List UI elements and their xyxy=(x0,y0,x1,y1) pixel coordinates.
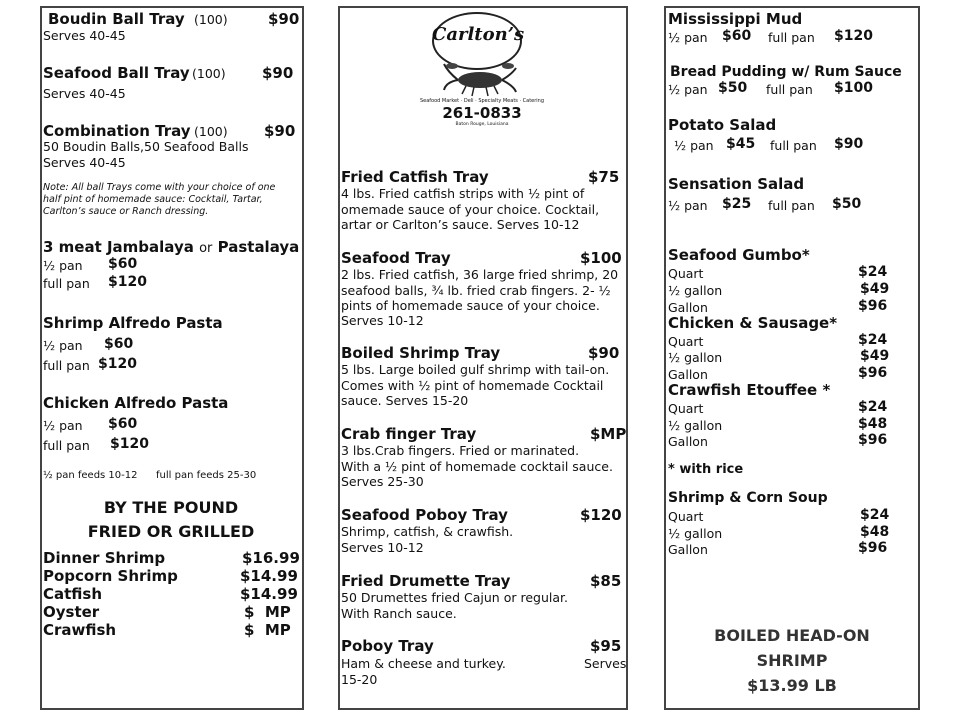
jambalaya-half-price: $60 xyxy=(108,256,138,272)
tray-price: $90 xyxy=(588,344,620,362)
jambalaya-full-price: $120 xyxy=(108,274,147,290)
tray-desc-line: 4 lbs. Fried catfish strips with ½ pint of xyxy=(341,186,585,201)
seafood-ball-tray-serves: Serves 40-45 xyxy=(43,86,126,101)
soup-price: $48 xyxy=(858,416,888,432)
shrimp-alfredo-name: Shrimp Alfredo Pasta xyxy=(43,314,223,332)
pound-item-name: Oyster xyxy=(43,603,100,621)
logo-phone: 261-0833 xyxy=(442,104,522,122)
boudin-tray-price: $90 xyxy=(268,10,300,28)
pound-item-price: $16.99 xyxy=(242,549,300,567)
tray-name: Crab finger Tray xyxy=(341,425,477,443)
soup-name: Crawfish Etouffee * xyxy=(668,381,831,399)
tray-price: $100 xyxy=(580,249,622,267)
pan-item-name: Bread Pudding w/ Rum Sauce xyxy=(670,64,902,80)
menu-panel-right xyxy=(664,6,920,710)
soup-price: $49 xyxy=(860,281,890,297)
soup-price: $48 xyxy=(860,524,890,540)
soup-price: $96 xyxy=(858,432,888,448)
boudin-tray-count: (100) xyxy=(194,12,228,27)
half-pan-feeds: ½ pan feeds 10-12 xyxy=(43,470,138,481)
boiled-shrimp-price: $13.99 LB xyxy=(747,676,837,695)
boudin-tray-serves: Serves 40-45 xyxy=(43,28,126,43)
menu-panel-left xyxy=(40,6,304,710)
soup-price: $49 xyxy=(860,348,890,364)
full-pan-label: full pan xyxy=(770,138,817,153)
tray-desc-line: Serves 25-30 xyxy=(341,474,424,489)
logo-city: Baton Rouge, Louisiana xyxy=(455,122,509,127)
full-pan-price: $100 xyxy=(834,80,873,96)
shrimp-alfredo-full-label: full pan xyxy=(43,358,90,373)
menu-panel-center xyxy=(338,6,628,710)
half-pan-price: $50 xyxy=(718,80,748,96)
tray-serves: Serves xyxy=(584,656,627,671)
soup-price: $24 xyxy=(858,332,888,348)
tray-desc-line: 50 Drumettes fried Cajun or regular. xyxy=(341,590,568,605)
with-rice-note: * with rice xyxy=(668,462,744,477)
tray-name: Poboy Tray xyxy=(341,637,434,655)
full-pan-label: full pan xyxy=(766,82,813,97)
full-pan-feeds: full pan feeds 25-30 xyxy=(156,470,257,481)
fried-or-grilled-title: FRIED OR GRILLED xyxy=(87,522,255,541)
tray-desc-line: artar or Carlton’s sauce. Serves 10-12 xyxy=(341,217,580,232)
jambalaya-half-label: ½ pan xyxy=(43,258,83,273)
tray-price: $95 xyxy=(590,637,622,655)
tray-desc-line: Shrimp, catfish, & crawfish. xyxy=(341,524,514,539)
half-pan-label: ½ pan xyxy=(668,30,708,45)
tray-desc-line: 2 lbs. Fried catfish, 36 large fried shrimp, 20 xyxy=(341,267,619,282)
soup-price: $24 xyxy=(858,399,888,415)
shrimp-alfredo-full-price: $120 xyxy=(98,356,137,372)
tray-price: $120 xyxy=(580,506,622,524)
pan-item-name: Sensation Salad xyxy=(668,175,805,193)
tray-desc-line: 5 lbs. Large boiled gulf shrimp with tail-on. xyxy=(341,362,610,377)
soup-size: Quart xyxy=(668,401,704,416)
combination-tray-price: $90 xyxy=(264,122,296,140)
soup-size: Quart xyxy=(668,509,704,524)
jambalaya-name-a: 3 meat Jambalaya xyxy=(43,238,200,256)
full-pan-label: full pan xyxy=(768,198,815,213)
soup-price: $96 xyxy=(858,540,888,556)
tray-desc-line: Comes with ½ pint of homemade Cocktail xyxy=(341,378,604,393)
seafood-ball-tray-name: Seafood Ball Tray xyxy=(43,64,190,82)
chicken-alfredo-half-price: $60 xyxy=(108,416,138,432)
combination-tray-name: Combination Tray xyxy=(43,122,191,140)
boudin-tray-name: Boudin Ball Tray xyxy=(48,10,185,28)
tray-desc-line: seafood balls, ¾ lb. fried crab fingers. 2- ½ xyxy=(341,283,611,298)
tray-desc-line: Serves 10-12 xyxy=(341,540,424,555)
jambalaya-name-b: Pastalaya xyxy=(212,238,300,256)
soup-size: Gallon xyxy=(668,542,708,557)
tray-name: Seafood Poboy Tray xyxy=(341,506,508,524)
jambalaya-or: or xyxy=(199,241,213,256)
tray-desc-line: 15-20 xyxy=(341,672,378,687)
tray-price: $75 xyxy=(588,168,620,186)
pound-item-name: Dinner Shrimp xyxy=(43,549,166,567)
seafood-ball-tray-count: (100) xyxy=(192,66,226,81)
half-pan-label: ½ pan xyxy=(668,198,708,213)
carltons-logo-name: Carlton’s xyxy=(432,24,525,45)
chicken-alfredo-full-price: $120 xyxy=(110,436,149,452)
pound-item-price: $ MP xyxy=(244,621,291,639)
boiled-shrimp-line2: SHRIMP xyxy=(756,651,828,670)
pound-item-price: $14.99 xyxy=(240,585,298,603)
half-pan-label: ½ pan xyxy=(668,82,708,97)
half-pan-price: $60 xyxy=(722,28,752,44)
full-pan-price: $50 xyxy=(832,196,862,212)
soup-size: ½ gallon xyxy=(668,283,723,298)
soup-size: Quart xyxy=(668,266,704,281)
pound-item-price: $14.99 xyxy=(240,567,298,585)
tray-desc-line: omemade sauce of your choice. Cocktail, xyxy=(341,202,600,217)
soup-size: ½ gallon xyxy=(668,526,723,541)
tray-desc-line: With a ½ pint of homemade cocktail sauce. xyxy=(341,459,613,474)
soup-size: ½ gallon xyxy=(668,418,723,433)
jambalaya-name xyxy=(43,238,299,256)
full-pan-price: $120 xyxy=(834,28,873,44)
soup-name: Chicken & Sausage* xyxy=(668,314,838,332)
half-pan-price: $25 xyxy=(722,196,752,212)
logo-tagline: Seafood Market · Deli · Specialty Meats · Catering xyxy=(419,98,545,104)
pound-item-name: Crawfish xyxy=(43,621,117,639)
soup-size: Gallon xyxy=(668,434,708,449)
soup-size: Gallon xyxy=(668,300,708,315)
soup-price: $96 xyxy=(858,365,888,381)
half-pan-label: ½ pan xyxy=(674,138,714,153)
tray-price: $85 xyxy=(590,572,622,590)
by-the-pound-title: BY THE POUND xyxy=(103,498,239,517)
pound-item-name: Catfish xyxy=(43,585,103,603)
soup-size: Gallon xyxy=(668,367,708,382)
tray-desc-line: Ham & cheese and turkey. xyxy=(341,656,506,671)
tray-desc-line: 3 lbs.Crab fingers. Fried or marinated. xyxy=(341,443,580,458)
soup-price: $24 xyxy=(860,507,890,523)
shrimp-alfredo-half-label: ½ pan xyxy=(43,338,83,353)
soup-name: Seafood Gumbo* xyxy=(668,246,810,264)
soup-size: ½ gallon xyxy=(668,350,723,365)
half-pan-price: $45 xyxy=(726,136,756,152)
tray-desc-line: Serves 10-12 xyxy=(341,313,424,328)
combination-tray-serves: Serves 40-45 xyxy=(43,155,126,170)
chicken-alfredo-full-label: full pan xyxy=(43,438,90,453)
tray-desc-line: With Ranch sauce. xyxy=(341,606,457,621)
ball-tray-note-line: Carlton’s sauce or Ranch dressing. xyxy=(43,206,209,217)
chicken-alfredo-half-label: ½ pan xyxy=(43,418,83,433)
full-pan-label: full pan xyxy=(768,30,815,45)
shrimp-alfredo-half-price: $60 xyxy=(104,336,134,352)
pound-item-price: $ MP xyxy=(244,603,291,621)
boiled-shrimp-line1: BOILED HEAD-ON xyxy=(714,626,870,645)
ball-tray-note-line: half pint of homemade sauce: Cocktail, Tartar, xyxy=(43,194,263,205)
soup-price: $24 xyxy=(858,264,888,280)
ball-tray-note-line: Note: All ball Trays come with your choice of one xyxy=(43,182,276,193)
tray-name: Fried Drumette Tray xyxy=(341,572,511,590)
crawfish-icon xyxy=(442,60,518,98)
soup-size: Quart xyxy=(668,334,704,349)
tray-desc-line: pints of homemade sauce of your choice. xyxy=(341,298,600,313)
soup-name: Shrimp & Corn Soup xyxy=(668,490,828,506)
pan-item-name: Mississippi Mud xyxy=(668,10,803,28)
combination-tray-desc: 50 Boudin Balls,50 Seafood Balls xyxy=(43,139,249,154)
tray-desc-line: sauce. Serves 15-20 xyxy=(341,393,469,408)
tray-name: Fried Catfish Tray xyxy=(341,168,489,186)
full-pan-price: $90 xyxy=(834,136,864,152)
chicken-alfredo-name: Chicken Alfredo Pasta xyxy=(43,394,229,412)
jambalaya-full-label: full pan xyxy=(43,276,90,291)
soup-price: $96 xyxy=(858,298,888,314)
tray-price: $MP xyxy=(590,425,627,443)
combination-tray-count: (100) xyxy=(194,124,228,139)
tray-name: Boiled Shrimp Tray xyxy=(341,344,501,362)
seafood-ball-tray-price: $90 xyxy=(262,64,294,82)
tray-name: Seafood Tray xyxy=(341,249,451,267)
pan-item-name: Potato Salad xyxy=(668,116,777,134)
pound-item-name: Popcorn Shrimp xyxy=(43,567,178,585)
